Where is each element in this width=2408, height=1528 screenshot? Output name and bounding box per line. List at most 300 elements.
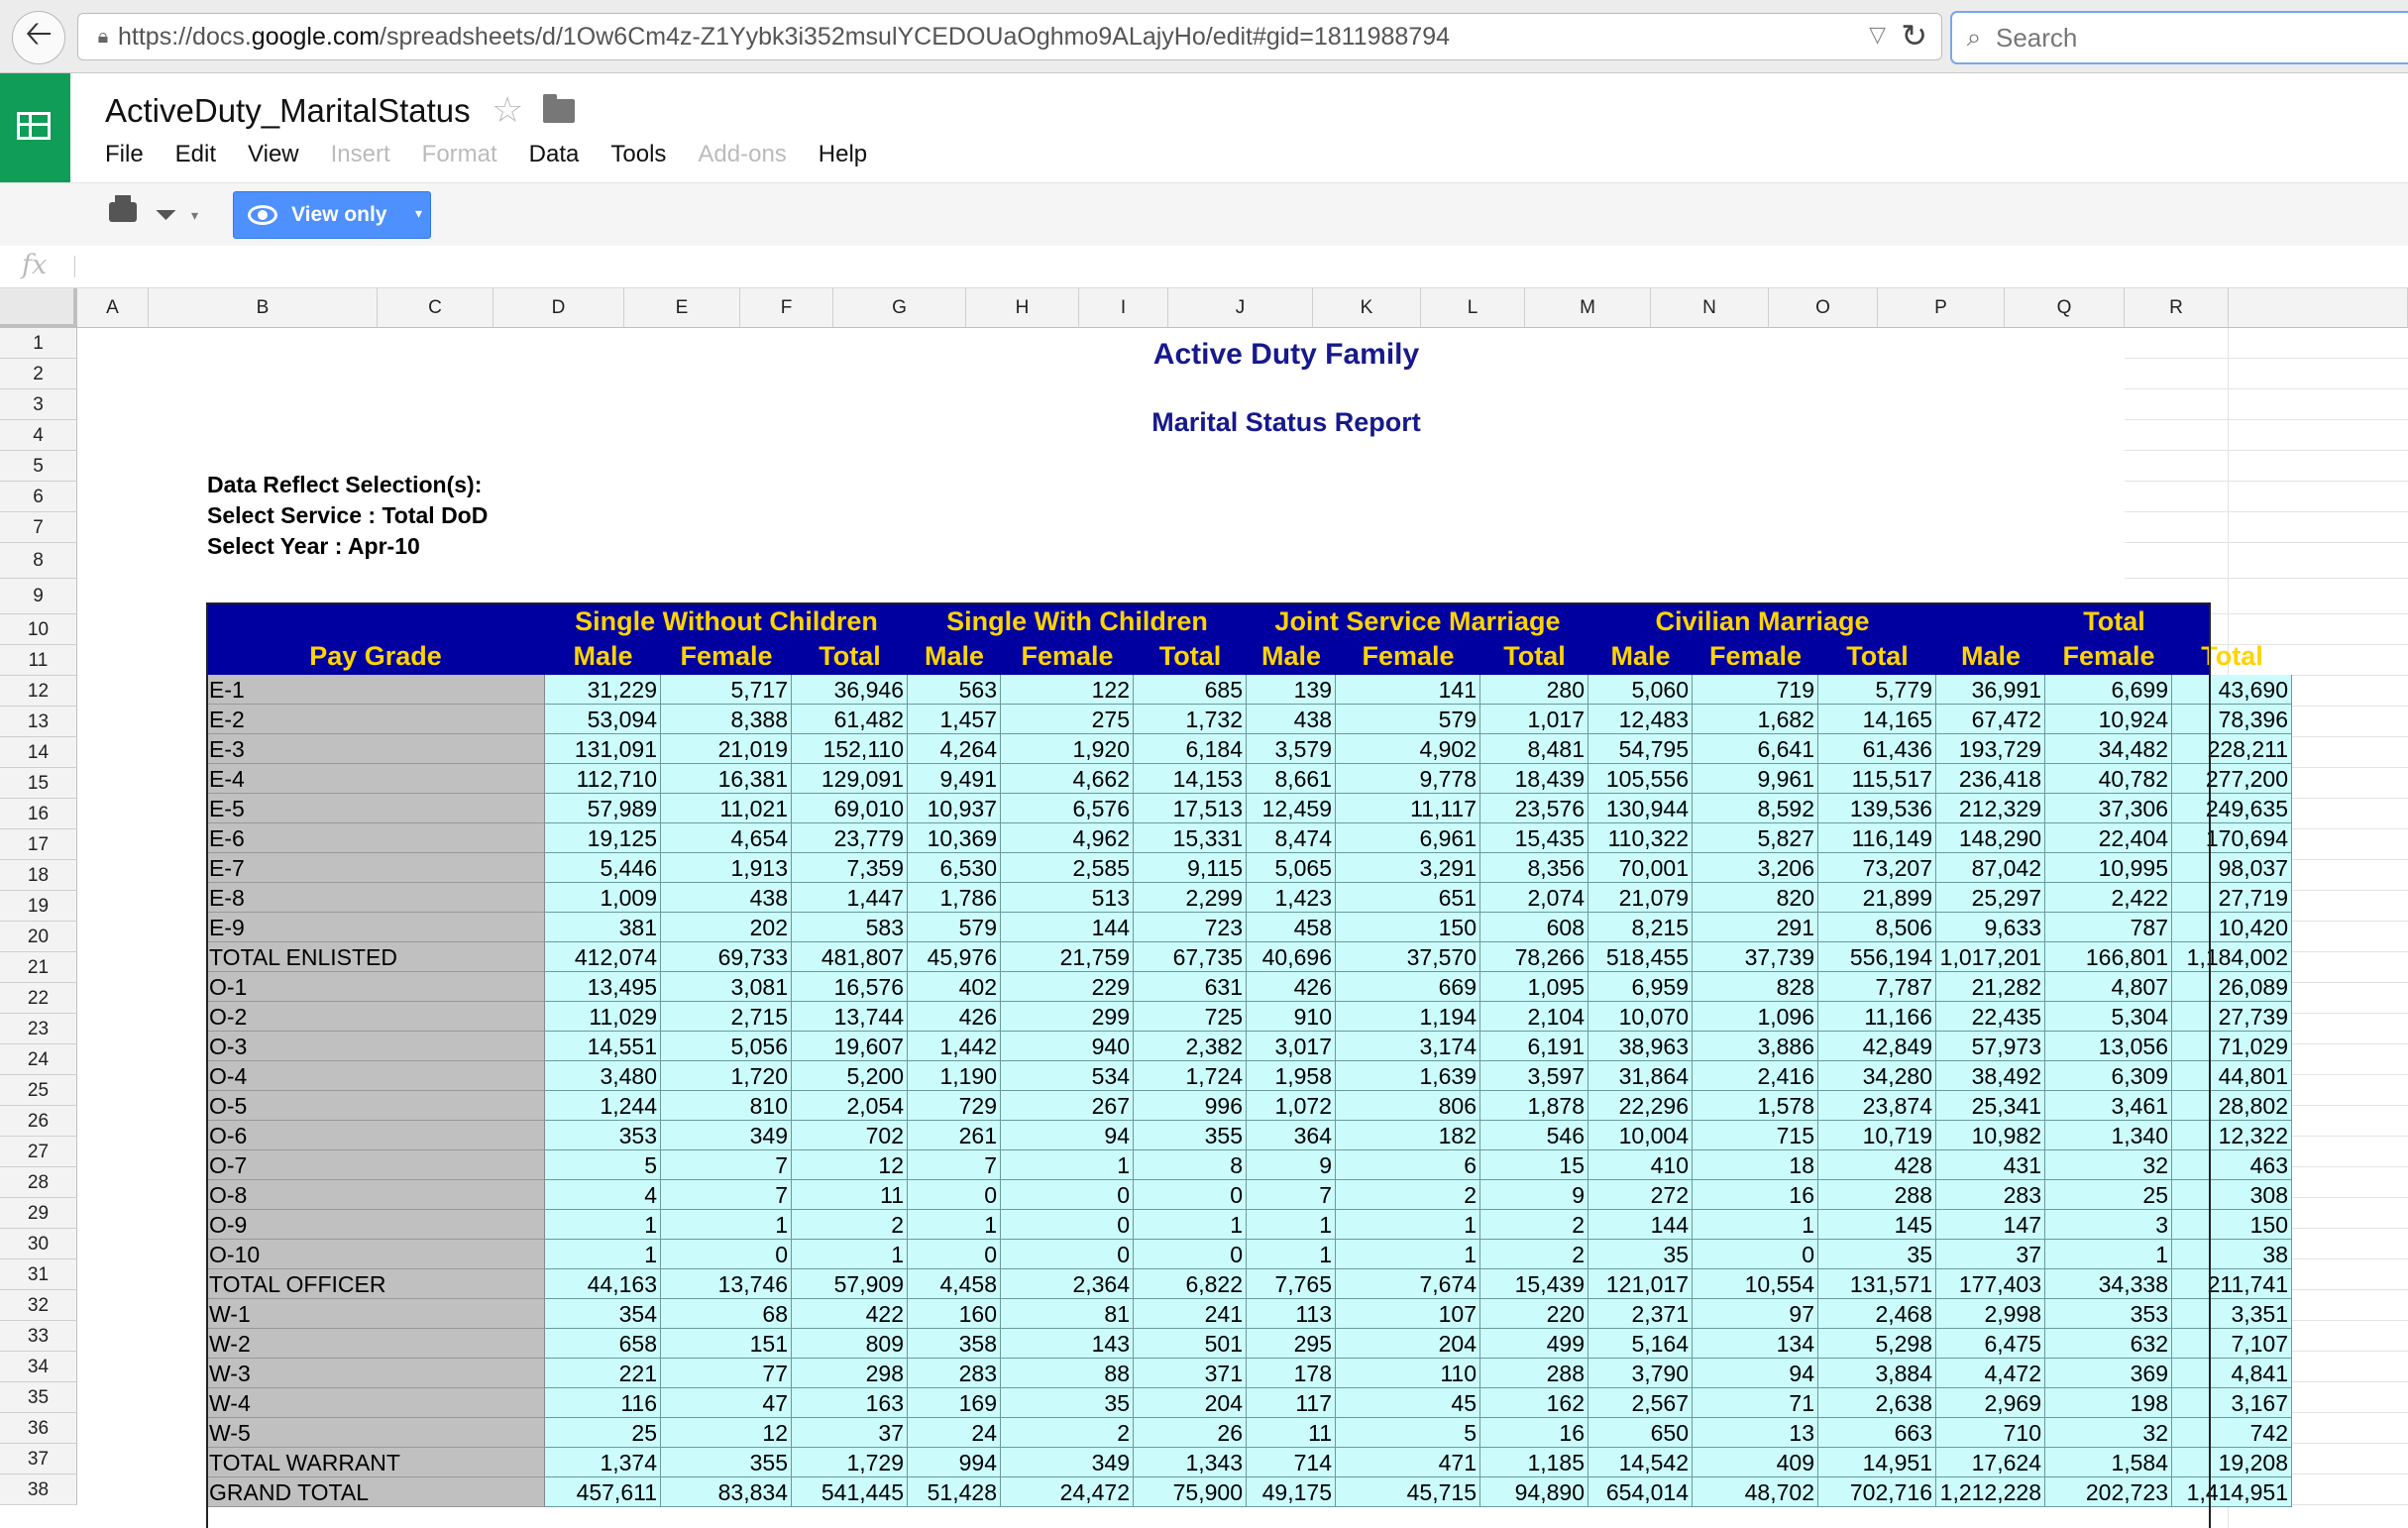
value-cell[interactable]: 0: [1001, 1180, 1134, 1210]
value-cell[interactable]: 134: [1693, 1329, 1818, 1359]
value-cell[interactable]: 4,458: [908, 1269, 1001, 1299]
value-cell[interactable]: 8: [1134, 1150, 1247, 1180]
value-cell[interactable]: 513: [1001, 883, 1134, 913]
value-cell[interactable]: 2: [792, 1210, 908, 1240]
value-cell[interactable]: 150: [1336, 913, 1480, 942]
value-cell[interactable]: 7,765: [1247, 1269, 1336, 1299]
sheets-logo[interactable]: [0, 73, 70, 182]
value-cell[interactable]: 820: [1693, 883, 1818, 913]
row-header[interactable]: 12: [0, 676, 77, 707]
select-all-corner[interactable]: [0, 288, 77, 328]
value-cell[interactable]: 11: [1247, 1418, 1336, 1448]
value-cell[interactable]: 996: [1134, 1091, 1247, 1121]
value-cell[interactable]: 19,607: [792, 1032, 908, 1061]
value-cell[interactable]: 2,567: [1588, 1388, 1693, 1418]
value-cell[interactable]: 295: [1247, 1329, 1336, 1359]
back-button[interactable]: [12, 11, 65, 64]
column-header[interactable]: F: [740, 288, 833, 328]
value-cell[interactable]: 87,042: [1936, 853, 2045, 883]
row-header[interactable]: 3: [0, 389, 77, 420]
value-cell[interactable]: 94: [1693, 1359, 1818, 1388]
value-cell[interactable]: 353: [545, 1121, 661, 1150]
value-cell[interactable]: 349: [1001, 1448, 1134, 1477]
value-cell[interactable]: 193,729: [1936, 734, 2045, 764]
row-header[interactable]: 29: [0, 1198, 77, 1229]
value-cell[interactable]: 97: [1693, 1299, 1818, 1329]
value-cell[interactable]: 828: [1693, 972, 1818, 1002]
value-cell[interactable]: 42,849: [1818, 1032, 1936, 1061]
view-only-button[interactable]: [233, 191, 431, 239]
value-cell[interactable]: 15,435: [1480, 823, 1588, 853]
value-cell[interactable]: 10,004: [1588, 1121, 1693, 1150]
value-cell[interactable]: 1: [1134, 1210, 1247, 1240]
value-cell[interactable]: 21,282: [1936, 972, 2045, 1002]
value-cell[interactable]: 4,662: [1001, 764, 1134, 794]
value-cell[interactable]: 45,976: [908, 942, 1001, 972]
value-cell[interactable]: 4,654: [661, 823, 792, 853]
value-cell[interactable]: 22,435: [1936, 1002, 2045, 1032]
value-cell[interactable]: 994: [908, 1448, 1001, 1477]
value-cell[interactable]: 45: [1336, 1388, 1480, 1418]
value-cell[interactable]: 7: [908, 1150, 1001, 1180]
value-cell[interactable]: 37,306: [2045, 794, 2172, 823]
row-header[interactable]: 10: [0, 614, 77, 645]
value-cell[interactable]: 38,963: [1588, 1032, 1693, 1061]
value-cell[interactable]: 14,951: [1818, 1448, 1936, 1477]
value-cell[interactable]: 38,492: [1936, 1061, 2045, 1091]
value-cell[interactable]: 3,597: [1480, 1061, 1588, 1091]
value-cell[interactable]: 10,554: [1693, 1269, 1818, 1299]
value-cell[interactable]: 5,827: [1693, 823, 1818, 853]
column-header[interactable]: D: [493, 288, 624, 328]
value-cell[interactable]: 34,338: [2045, 1269, 2172, 1299]
pay-grade-cell[interactable]: W-3: [206, 1359, 545, 1388]
value-cell[interactable]: 298: [792, 1359, 908, 1388]
value-cell[interactable]: 5,200: [792, 1061, 908, 1091]
value-cell[interactable]: 1,343: [1134, 1448, 1247, 1477]
value-cell[interactable]: 47: [661, 1388, 792, 1418]
value-cell[interactable]: 2: [1336, 1180, 1480, 1210]
value-cell[interactable]: 4: [545, 1180, 661, 1210]
value-cell[interactable]: 1,212,228: [1936, 1477, 2045, 1507]
cell-area[interactable]: [77, 328, 2408, 1528]
value-cell[interactable]: 6,699: [2045, 675, 2172, 705]
row-header[interactable]: 31: [0, 1259, 77, 1290]
value-cell[interactable]: 23,779: [792, 823, 908, 853]
value-cell[interactable]: 3,206: [1693, 853, 1818, 883]
value-cell[interactable]: 36,946: [792, 675, 908, 705]
pay-grade-cell[interactable]: TOTAL WARRANT: [206, 1448, 545, 1477]
column-header[interactable]: J: [1168, 288, 1313, 328]
value-cell[interactable]: 204: [1336, 1329, 1480, 1359]
value-cell[interactable]: 73,207: [1818, 853, 1936, 883]
value-cell[interactable]: 428: [1818, 1150, 1936, 1180]
value-cell[interactable]: 169: [908, 1388, 1001, 1418]
value-cell[interactable]: 170,694: [2172, 823, 2292, 853]
value-cell[interactable]: 9: [1247, 1150, 1336, 1180]
row-header[interactable]: 30: [0, 1229, 77, 1259]
value-cell[interactable]: 2,364: [1001, 1269, 1134, 1299]
value-cell[interactable]: 151: [661, 1329, 792, 1359]
value-cell[interactable]: 2,299: [1134, 883, 1247, 913]
value-cell[interactable]: 5,446: [545, 853, 661, 883]
column-header[interactable]: Q: [2005, 288, 2125, 328]
row-header[interactable]: 8: [0, 543, 77, 579]
value-cell[interactable]: 283: [908, 1359, 1001, 1388]
value-cell[interactable]: 43,690: [2172, 675, 2292, 705]
value-cell[interactable]: 83,834: [661, 1477, 792, 1507]
value-cell[interactable]: 1,724: [1134, 1061, 1247, 1091]
value-cell[interactable]: 57,989: [545, 794, 661, 823]
value-cell[interactable]: 1,584: [2045, 1448, 2172, 1477]
value-cell[interactable]: 810: [661, 1091, 792, 1121]
value-cell[interactable]: 10,995: [2045, 853, 2172, 883]
row-header[interactable]: 28: [0, 1167, 77, 1198]
value-cell[interactable]: 148,290: [1936, 823, 2045, 853]
value-cell[interactable]: 2: [1001, 1418, 1134, 1448]
value-cell[interactable]: 25,297: [1936, 883, 2045, 913]
value-cell[interactable]: 88: [1001, 1359, 1134, 1388]
column-header[interactable]: P: [1878, 288, 2005, 328]
value-cell[interactable]: 69,010: [792, 794, 908, 823]
value-cell[interactable]: 669: [1336, 972, 1480, 1002]
value-cell[interactable]: 178: [1247, 1359, 1336, 1388]
value-cell[interactable]: 3,884: [1818, 1359, 1936, 1388]
value-cell[interactable]: 13: [1693, 1418, 1818, 1448]
value-cell[interactable]: 18: [1693, 1150, 1818, 1180]
value-cell[interactable]: 5: [545, 1150, 661, 1180]
value-cell[interactable]: 353: [2045, 1299, 2172, 1329]
value-cell[interactable]: 742: [2172, 1418, 2292, 1448]
value-cell[interactable]: 3,081: [661, 972, 792, 1002]
pay-grade-cell[interactable]: E-2: [206, 705, 545, 734]
value-cell[interactable]: 112,710: [545, 764, 661, 794]
pay-grade-cell[interactable]: TOTAL OFFICER: [206, 1269, 545, 1299]
value-cell[interactable]: 809: [792, 1329, 908, 1359]
value-cell[interactable]: 5,304: [2045, 1002, 2172, 1032]
value-cell[interactable]: 1,958: [1247, 1061, 1336, 1091]
column-header[interactable]: N: [1651, 288, 1769, 328]
pay-grade-cell[interactable]: W-5: [206, 1418, 545, 1448]
menu-item-help[interactable]: Help: [818, 141, 868, 167]
value-cell[interactable]: 4,962: [1001, 823, 1134, 853]
value-cell[interactable]: 70,001: [1588, 853, 1693, 883]
menu-item-data[interactable]: Data: [528, 141, 580, 167]
value-cell[interactable]: 1,913: [661, 853, 792, 883]
pay-grade-cell[interactable]: TOTAL ENLISTED: [206, 942, 545, 972]
value-cell[interactable]: 122: [1001, 675, 1134, 705]
value-cell[interactable]: 7,674: [1336, 1269, 1480, 1299]
value-cell[interactable]: 299: [1001, 1002, 1134, 1032]
value-cell[interactable]: 139,536: [1818, 794, 1936, 823]
value-cell[interactable]: 1,244: [545, 1091, 661, 1121]
value-cell[interactable]: 2,416: [1693, 1061, 1818, 1091]
value-cell[interactable]: 354: [545, 1299, 661, 1329]
value-cell[interactable]: 288: [1818, 1180, 1936, 1210]
value-cell[interactable]: 145: [1818, 1210, 1936, 1240]
pay-grade-cell[interactable]: O-7: [206, 1150, 545, 1180]
value-cell[interactable]: 349: [661, 1121, 792, 1150]
value-cell[interactable]: 27,719: [2172, 883, 2292, 913]
value-cell[interactable]: 1,578: [1693, 1091, 1818, 1121]
value-cell[interactable]: 51,428: [908, 1477, 1001, 1507]
value-cell[interactable]: 1,423: [1247, 883, 1336, 913]
value-cell[interactable]: 0: [1001, 1210, 1134, 1240]
value-cell[interactable]: 1,009: [545, 883, 661, 913]
value-cell[interactable]: 501: [1134, 1329, 1247, 1359]
value-cell[interactable]: 249,635: [2172, 794, 2292, 823]
value-cell[interactable]: 806: [1336, 1091, 1480, 1121]
value-cell[interactable]: 7,787: [1818, 972, 1936, 1002]
value-cell[interactable]: 1: [1247, 1210, 1336, 1240]
column-header[interactable]: O: [1769, 288, 1878, 328]
value-cell[interactable]: 0: [1134, 1240, 1247, 1269]
pay-grade-cell[interactable]: E-6: [206, 823, 545, 853]
value-cell[interactable]: 7,107: [2172, 1329, 2292, 1359]
value-cell[interactable]: 438: [661, 883, 792, 913]
value-cell[interactable]: 0: [661, 1240, 792, 1269]
value-cell[interactable]: 32: [2045, 1418, 2172, 1448]
value-cell[interactable]: 787: [2045, 913, 2172, 942]
value-cell[interactable]: 5,298: [1818, 1329, 1936, 1359]
value-cell[interactable]: 144: [1001, 913, 1134, 942]
value-cell[interactable]: 166,801: [2045, 942, 2172, 972]
pay-grade-cell[interactable]: E-8: [206, 883, 545, 913]
value-cell[interactable]: 1: [1001, 1150, 1134, 1180]
value-cell[interactable]: 147: [1936, 1210, 2045, 1240]
value-cell[interactable]: 0: [908, 1240, 1001, 1269]
value-cell[interactable]: 6,961: [1336, 823, 1480, 853]
value-cell[interactable]: 45,715: [1336, 1477, 1480, 1507]
row-header[interactable]: 35: [0, 1382, 77, 1413]
value-cell[interactable]: 267: [1001, 1091, 1134, 1121]
value-cell[interactable]: 21,759: [1001, 942, 1134, 972]
value-cell[interactable]: 16: [1480, 1418, 1588, 1448]
value-cell[interactable]: 1,920: [1001, 734, 1134, 764]
value-cell[interactable]: 4,264: [908, 734, 1001, 764]
value-cell[interactable]: 4,807: [2045, 972, 2172, 1002]
value-cell[interactable]: 78,396: [2172, 705, 2292, 734]
value-cell[interactable]: 8,474: [1247, 823, 1336, 853]
value-cell[interactable]: 25,341: [1936, 1091, 2045, 1121]
value-cell[interactable]: 163: [792, 1388, 908, 1418]
value-cell[interactable]: 2: [1480, 1240, 1588, 1269]
value-cell[interactable]: 31,229: [545, 675, 661, 705]
value-cell[interactable]: 1,096: [1693, 1002, 1818, 1032]
value-cell[interactable]: 280: [1480, 675, 1588, 705]
value-cell[interactable]: 57,973: [1936, 1032, 2045, 1061]
value-cell[interactable]: 6,822: [1134, 1269, 1247, 1299]
value-cell[interactable]: 275: [1001, 705, 1134, 734]
value-cell[interactable]: 1,194: [1336, 1002, 1480, 1032]
value-cell[interactable]: 6,309: [2045, 1061, 2172, 1091]
value-cell[interactable]: 1,442: [908, 1032, 1001, 1061]
pay-grade-cell[interactable]: O-8: [206, 1180, 545, 1210]
value-cell[interactable]: 13,744: [792, 1002, 908, 1032]
value-cell[interactable]: 198: [2045, 1388, 2172, 1418]
row-header[interactable]: 19: [0, 891, 77, 922]
value-cell[interactable]: 4,841: [2172, 1359, 2292, 1388]
value-cell[interactable]: 426: [908, 1002, 1001, 1032]
value-cell[interactable]: 8,592: [1693, 794, 1818, 823]
value-cell[interactable]: 283: [1936, 1180, 2045, 1210]
value-cell[interactable]: 2,074: [1480, 883, 1588, 913]
value-cell[interactable]: 6,576: [1001, 794, 1134, 823]
row-header[interactable]: 9: [0, 579, 77, 614]
value-cell[interactable]: 8,481: [1480, 734, 1588, 764]
value-cell[interactable]: 2,371: [1588, 1299, 1693, 1329]
value-cell[interactable]: 11,021: [661, 794, 792, 823]
value-cell[interactable]: 22,404: [2045, 823, 2172, 853]
value-cell[interactable]: 1,072: [1247, 1091, 1336, 1121]
value-cell[interactable]: 1,729: [792, 1448, 908, 1477]
value-cell[interactable]: 402: [908, 972, 1001, 1002]
value-cell[interactable]: 143: [1001, 1329, 1134, 1359]
column-header[interactable]: C: [378, 288, 493, 328]
value-cell[interactable]: 7: [1247, 1180, 1336, 1210]
value-cell[interactable]: 663: [1818, 1418, 1936, 1448]
value-cell[interactable]: 6: [1336, 1150, 1480, 1180]
pay-grade-cell[interactable]: O-10: [206, 1240, 545, 1269]
value-cell[interactable]: 105,556: [1588, 764, 1693, 794]
row-header[interactable]: 32: [0, 1290, 77, 1321]
value-cell[interactable]: 32: [2045, 1150, 2172, 1180]
row-header[interactable]: 21: [0, 952, 77, 983]
pay-grade-cell[interactable]: W-1: [206, 1299, 545, 1329]
pay-grade-cell[interactable]: O-9: [206, 1210, 545, 1240]
value-cell[interactable]: 12,459: [1247, 794, 1336, 823]
value-cell[interactable]: 291: [1693, 913, 1818, 942]
value-cell[interactable]: 1,732: [1134, 705, 1247, 734]
value-cell[interactable]: 35: [1001, 1388, 1134, 1418]
value-cell[interactable]: 631: [1134, 972, 1247, 1002]
value-cell[interactable]: 541,445: [792, 1477, 908, 1507]
value-cell[interactable]: 25: [2045, 1180, 2172, 1210]
value-cell[interactable]: 98,037: [2172, 853, 2292, 883]
value-cell[interactable]: 1,786: [908, 883, 1001, 913]
value-cell[interactable]: 14,165: [1818, 705, 1936, 734]
value-cell[interactable]: 15,331: [1134, 823, 1247, 853]
value-cell[interactable]: 57,909: [792, 1269, 908, 1299]
value-cell[interactable]: 6,191: [1480, 1032, 1588, 1061]
value-cell[interactable]: 355: [661, 1448, 792, 1477]
value-cell[interactable]: 17,624: [1936, 1448, 2045, 1477]
pay-grade-cell[interactable]: O-5: [206, 1091, 545, 1121]
value-cell[interactable]: 910: [1247, 1002, 1336, 1032]
value-cell[interactable]: 113: [1247, 1299, 1336, 1329]
value-cell[interactable]: 4,472: [1936, 1359, 2045, 1388]
value-cell[interactable]: 702: [792, 1121, 908, 1150]
value-cell[interactable]: 412,074: [545, 942, 661, 972]
value-cell[interactable]: 8,661: [1247, 764, 1336, 794]
value-cell[interactable]: 162: [1480, 1388, 1588, 1418]
value-cell[interactable]: 10,937: [908, 794, 1001, 823]
value-cell[interactable]: 67,735: [1134, 942, 1247, 972]
value-cell[interactable]: 241: [1134, 1299, 1247, 1329]
row-header[interactable]: 37: [0, 1444, 77, 1474]
value-cell[interactable]: 34,482: [2045, 734, 2172, 764]
reload-icon[interactable]: ↻: [1901, 18, 1927, 54]
value-cell[interactable]: 9,778: [1336, 764, 1480, 794]
value-cell[interactable]: 61,482: [792, 705, 908, 734]
value-cell[interactable]: 1: [1336, 1240, 1480, 1269]
value-cell[interactable]: 355: [1134, 1121, 1247, 1150]
value-cell[interactable]: 17,513: [1134, 794, 1247, 823]
pay-grade-cell[interactable]: O-6: [206, 1121, 545, 1150]
value-cell[interactable]: 0: [1693, 1240, 1818, 1269]
value-cell[interactable]: 229: [1001, 972, 1134, 1002]
pay-grade-cell[interactable]: W-2: [206, 1329, 545, 1359]
value-cell[interactable]: 110: [1336, 1359, 1480, 1388]
value-cell[interactable]: 7: [661, 1180, 792, 1210]
value-cell[interactable]: 9,633: [1936, 913, 2045, 942]
value-cell[interactable]: 2,054: [792, 1091, 908, 1121]
row-header[interactable]: 34: [0, 1352, 77, 1382]
value-cell[interactable]: 714: [1247, 1448, 1336, 1477]
value-cell[interactable]: 6,641: [1693, 734, 1818, 764]
value-cell[interactable]: 1: [1336, 1210, 1480, 1240]
value-cell[interactable]: 13,746: [661, 1269, 792, 1299]
value-cell[interactable]: 5,779: [1818, 675, 1936, 705]
value-cell[interactable]: 2,104: [1480, 1002, 1588, 1032]
value-cell[interactable]: 13,056: [2045, 1032, 2172, 1061]
value-cell[interactable]: 1,374: [545, 1448, 661, 1477]
value-cell[interactable]: 422: [792, 1299, 908, 1329]
print-icon[interactable]: [109, 202, 137, 222]
pay-grade-cell[interactable]: O-4: [206, 1061, 545, 1091]
value-cell[interactable]: 261: [908, 1121, 1001, 1150]
value-cell[interactable]: 19,208: [2172, 1448, 2292, 1477]
url-dropdown-icon[interactable]: ▽: [1869, 22, 1886, 47]
value-cell[interactable]: 144: [1588, 1210, 1693, 1240]
value-cell[interactable]: 8,388: [661, 705, 792, 734]
pay-grade-cell[interactable]: E-3: [206, 734, 545, 764]
value-cell[interactable]: 658: [545, 1329, 661, 1359]
row-header[interactable]: 15: [0, 768, 77, 799]
row-header[interactable]: 16: [0, 799, 77, 829]
value-cell[interactable]: 23,576: [1480, 794, 1588, 823]
value-cell[interactable]: 182: [1336, 1121, 1480, 1150]
value-cell[interactable]: 11: [792, 1180, 908, 1210]
value-cell[interactable]: 1,185: [1480, 1448, 1588, 1477]
value-cell[interactable]: 438: [1247, 705, 1336, 734]
value-cell[interactable]: 1,720: [661, 1061, 792, 1091]
value-cell[interactable]: 37: [792, 1418, 908, 1448]
value-cell[interactable]: 6,475: [1936, 1329, 2045, 1359]
value-cell[interactable]: 10,719: [1818, 1121, 1936, 1150]
row-header[interactable]: 33: [0, 1321, 77, 1352]
value-cell[interactable]: 471: [1336, 1448, 1480, 1477]
pay-grade-cell[interactable]: E-5: [206, 794, 545, 823]
value-cell[interactable]: 37: [1936, 1240, 2045, 1269]
value-cell[interactable]: 8,506: [1818, 913, 1936, 942]
row-header[interactable]: 27: [0, 1137, 77, 1167]
value-cell[interactable]: 49,175: [1247, 1477, 1336, 1507]
pay-grade-cell[interactable]: E-9: [206, 913, 545, 942]
value-cell[interactable]: 364: [1247, 1121, 1336, 1150]
row-header[interactable]: 23: [0, 1014, 77, 1044]
value-cell[interactable]: 3: [2045, 1210, 2172, 1240]
value-cell[interactable]: 44,801: [2172, 1061, 2292, 1091]
value-cell[interactable]: 499: [1480, 1329, 1588, 1359]
value-cell[interactable]: 94,890: [1480, 1477, 1588, 1507]
value-cell[interactable]: 11,029: [545, 1002, 661, 1032]
value-cell[interactable]: 236,418: [1936, 764, 2045, 794]
value-cell[interactable]: 21,899: [1818, 883, 1936, 913]
value-cell[interactable]: 3,480: [545, 1061, 661, 1091]
menu-item-file[interactable]: File: [105, 141, 144, 167]
value-cell[interactable]: 4,902: [1336, 734, 1480, 764]
